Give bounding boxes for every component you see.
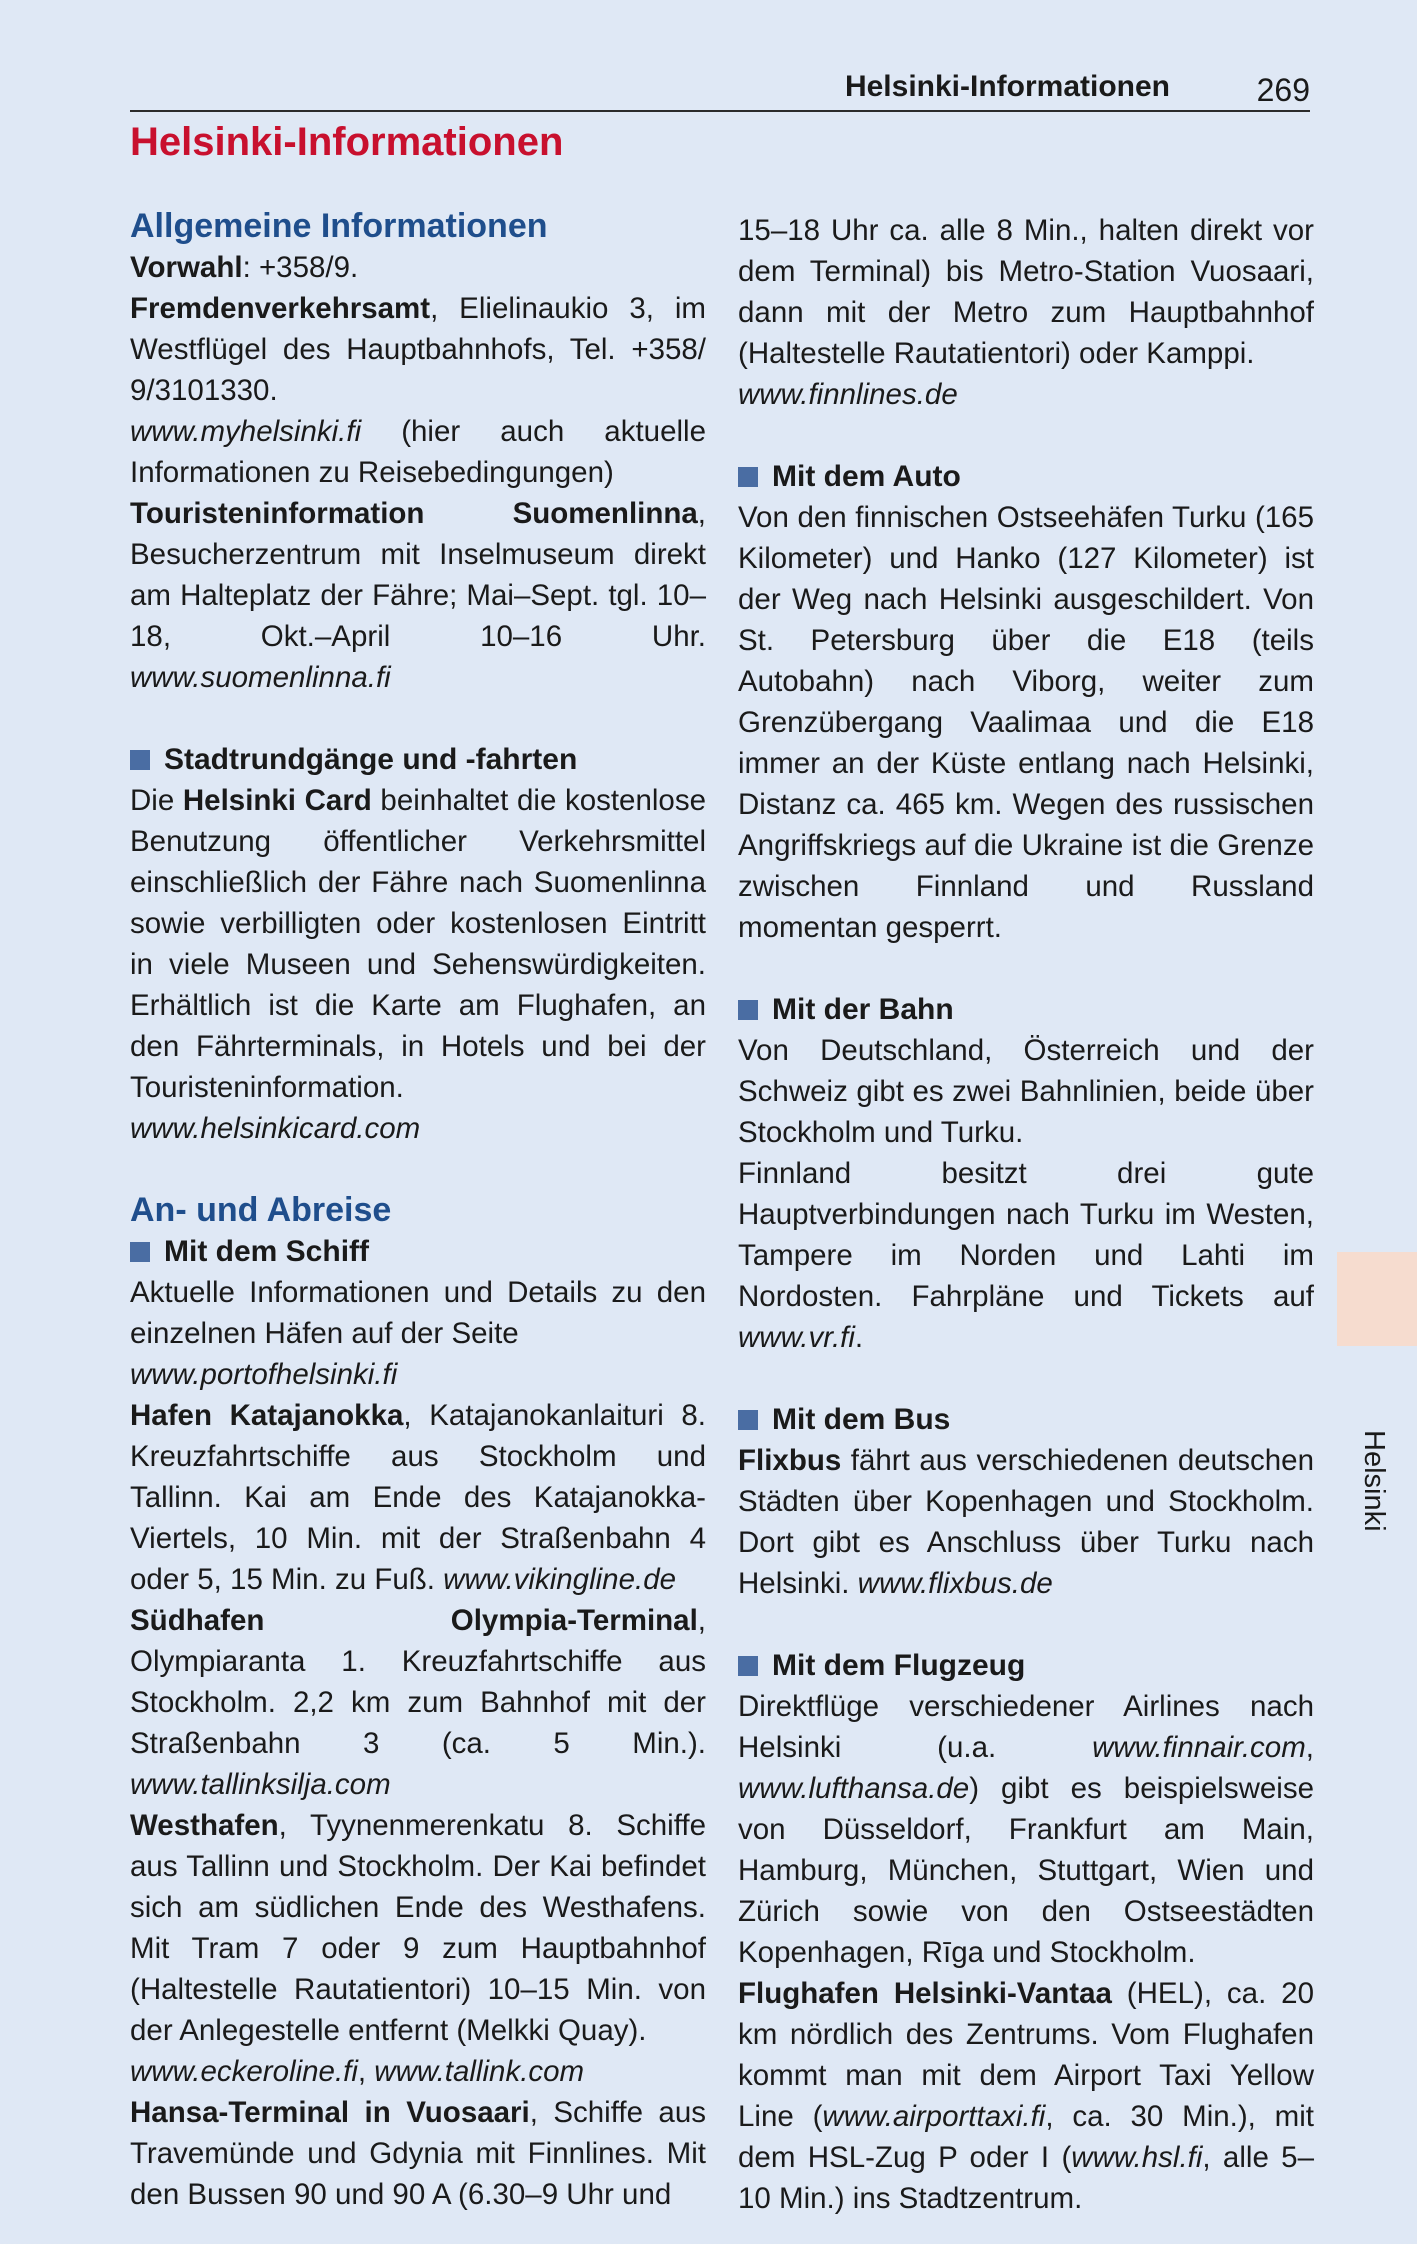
auto-text: Von den finnischen Ostseehäfen Turku (165 Kilometer) und Hanko (127 Kilometer) ist der Weg nach Helsinki ausgeschildert. Von St. Petersburg über die E18 (teils Autobahn) nach Viborg, weiter zum Grenzübergang Vaalimaa und die E18 immer an der Küste entlang nach Helsinki, Distanz ca. 465 km. Wegen des russischen Angriffskriegs auf die Ukraine ist die Grenze zwischen Finnland und Russland momentan gesperrt.: [738, 501, 1314, 944]
vantaa-text-2: , ca. 30 Min.), mit dem HSL-Zug P oder I (: [738, 2100, 1314, 2174]
katajanokka-text: , Katajanokanlaituri 8. Kreuzfahrtschiffe aus Stockholm und Tallinn. Kai am Ende des Katajanokka-Viertels, 10 Min. mit der Straßenbahn 4 oder 5, 15 Min. zu Fuß.: [130, 1399, 706, 1596]
olympia-label: Südhafen Olympia-Terminal: [130, 1604, 698, 1637]
left-column: [130, 206, 706, 2215]
bahn-paragraph-1: [738, 1030, 1314, 1153]
flug-title-text: Mit dem Flugzeug: [772, 1649, 1026, 1682]
square-bullet-icon: [738, 1410, 758, 1430]
suomenlinna-text: , Besucherzentrum mit Inselmuseum direkt am Halteplatz der Fähre; Mai–Sept. tgl. 10–18, Okt.–April 10–16 Uhr.: [130, 497, 706, 653]
flixbus-link[interactable]: www.flixbus.de: [857, 1567, 1053, 1600]
eckeroline-link[interactable]: www.eckeroline.fi: [130, 2055, 358, 2088]
card-label: Helsinki Card: [182, 784, 372, 817]
link-separator: ,: [357, 2055, 375, 2088]
bahn-text-1: Von Deutschland, Österreich und der Schweiz gibt es zwei Bahnlinien, beide über Stockholm und Turku.: [738, 1034, 1314, 1149]
subsection-title-tours: [130, 739, 706, 780]
square-bullet-icon: [738, 1000, 758, 1020]
subsection-title-bus: [738, 1399, 1314, 1440]
myhelsinki-text: (hier auch aktuelle Informationen zu Reisebedingungen): [130, 415, 706, 489]
card-pre: Die: [130, 784, 183, 817]
vantaa-label: Flughafen Helsinki-Vantaa: [738, 1977, 1112, 2010]
subsection-title-ship: [130, 1231, 706, 1272]
westhafen-links-paragraph: [130, 2051, 706, 2092]
tallink-link[interactable]: www.tallink.com: [374, 2055, 585, 2088]
olympia-paragraph: [130, 1600, 706, 1805]
link-separator: ,: [1305, 1731, 1314, 1764]
bus-title-text: Mit dem Bus: [772, 1403, 951, 1436]
vantaa-paragraph: [738, 1973, 1314, 2219]
square-bullet-icon: [738, 1656, 758, 1676]
card-link-paragraph: [130, 1108, 706, 1149]
finnlines-link[interactable]: www.finnlines.de: [738, 378, 958, 411]
bahn-end: .: [854, 1321, 864, 1354]
auto-paragraph: [738, 497, 1314, 948]
ship-title-text: Mit dem Schiff: [164, 1235, 370, 1268]
ship-text: Aktuelle Informationen und Details zu den einzelnen Häfen auf der Seite: [130, 1276, 706, 1350]
section-title-travel: An- und Abreise: [130, 1191, 392, 1229]
portofhelsinki-link[interactable]: www.portofhelsinki.fi: [130, 1358, 398, 1391]
katajanokka-paragraph: [130, 1395, 706, 1600]
westhafen-label: Westhafen: [130, 1809, 279, 1842]
vr-link[interactable]: www.vr.fi: [738, 1321, 855, 1354]
hansa-continued-paragraph: [738, 210, 1314, 374]
bus-text: fährt aus verschiedenen deutschen Städten über Kopenhagen und Stockholm. Dort gibt es Anschluss über Turku nach Helsinki.: [738, 1444, 1314, 1600]
fva-paragraph: [130, 288, 706, 411]
flug-paragraph: [738, 1686, 1314, 1973]
right-column: [738, 210, 1314, 2219]
myhelsinki-link[interactable]: www.myhelsinki.fi: [130, 415, 362, 448]
westhafen-paragraph: [130, 1805, 706, 2051]
fva-text: , Elielinaukio 3, im Westflügel des Hauptbahnhofs, Tel. +358/ 9/3101330.: [130, 292, 706, 407]
vorwahl-paragraph: [130, 247, 706, 288]
vorwahl-label: Vorwahl: [130, 251, 243, 284]
port-link-paragraph: [130, 1354, 706, 1395]
square-bullet-icon: [738, 467, 758, 487]
vantaa-text-3: , alle 5–10 Min.) ins Stadtzentrum.: [738, 2141, 1314, 2215]
suomenlinna-label: Touristeninformation Suomenlinna: [130, 497, 698, 530]
finnair-link[interactable]: www.finnair.com: [1092, 1731, 1306, 1764]
finnlines-link-paragraph: [738, 374, 1314, 415]
vorwahl-text: : +358/9.: [242, 251, 359, 284]
subsection-title-auto: [738, 456, 1314, 497]
bus-paragraph: [738, 1440, 1314, 1604]
tours-title-text: Stadtrundgänge und -fahrten: [164, 743, 578, 776]
helsinki-card-paragraph: [130, 780, 706, 1108]
lufthansa-link[interactable]: www.lufthansa.de: [738, 1772, 970, 1805]
running-title: Helsinki-Informationen: [844, 70, 1170, 103]
westhafen-text: , Tyynenmerenkatu 8. Schiffe aus Tallinn und Stockholm. Der Kai befindet sich am südlichen Ende des Westhafens. Mit Tram 7 oder 9 zum Hauptbahnhof (Haltestelle Rautatientori) 10–15 Min. von der Anlegestelle entfernt (Melkki Quay).: [130, 1809, 706, 2047]
bahn-text-2: Finnland besitzt drei gute Hauptverbindungen nach Turku im Westen, Tampere im Norden und Lahti im Nordosten. Fahrpläne und Tickets auf: [738, 1157, 1314, 1313]
hansa-text: , Schiffe aus Travemünde und Gdynia mit Finnlines. Mit den Bussen 90 und 90 A (6.30–9 Uhr und: [130, 2096, 706, 2211]
running-head: [130, 66, 1310, 112]
katajanokka-label: Hafen Katajanokka: [130, 1399, 404, 1432]
vantaa-text-1: (HEL), ca. 20 km nördlich des Zentrums. Vom Flughafen kommt man mit dem Airport Taxi Yellow Line (: [738, 1977, 1314, 2133]
subsection-title-flug: [738, 1645, 1314, 1686]
olympia-text: , Olympiaranta 1. Kreuzfahrtschiffe aus Stockholm. 2,2 km zum Bahnhof mit der Straßenbahn 3 (ca. 5 Min.).: [130, 1604, 706, 1760]
bahn-paragraph-2: [738, 1153, 1314, 1358]
flixbus-label: Flixbus: [738, 1444, 842, 1477]
ship-paragraph: [130, 1272, 706, 1354]
bahn-title-text: Mit der Bahn: [772, 993, 954, 1026]
hansa-label: Hansa-Terminal in Vuosaari: [130, 2096, 530, 2129]
auto-title-text: Mit dem Auto: [772, 460, 961, 493]
side-tab-label: Helsinki: [1358, 1430, 1390, 1532]
flug-text-1: Direktflüge verschiedener Airlines nach Helsinki (u.a.: [738, 1690, 1314, 1764]
square-bullet-icon: [130, 750, 150, 770]
suomenlinna-paragraph: [130, 493, 706, 698]
myhelsinki-paragraph: [130, 411, 706, 493]
hansa-cont-text: 15–18 Uhr ca. alle 8 Min., halten direkt vor dem Terminal) bis Metro-Station Vuosaari, dann mit der Metro zum Hauptbahnhof (Haltestelle Rautatientori) oder Kamppi.: [738, 214, 1314, 370]
page-title: Helsinki-Informationen: [130, 120, 564, 164]
helsinkicard-link[interactable]: www.helsinkicard.com: [130, 1112, 421, 1145]
tallinksilja-link[interactable]: www.tallinksilja.com: [130, 1768, 391, 1801]
page-number: 269: [1256, 72, 1310, 108]
vikingline-link[interactable]: www.vikingline.de: [443, 1563, 677, 1596]
hansa-paragraph: [130, 2092, 706, 2215]
fva-label: Fremdenverkehrsamt: [130, 292, 431, 325]
card-text: beinhaltet die kostenlose Benutzung öffentlicher Verkehrsmittel einschließlich der Fähre nach Suomenlinna sowie verbilligten oder kostenlosen Eintritt in viele Museen und Sehenswürdigkeiten. Erhältlich ist die Karte am Flughafen, an den Fährterminals, in Hotels und bei der Touristeninformation.: [130, 784, 706, 1104]
flug-text-2: ) gibt es beispielsweise von Düsseldorf, Frankfurt am Main, Hamburg, München, Stuttgart, Wien und Zürich sowie von den Ostseestädten Kopenhagen, Rīga und Stockholm.: [738, 1772, 1314, 1969]
square-bullet-icon: [130, 1242, 150, 1262]
suomenlinna-link[interactable]: www.suomenlinna.fi: [130, 661, 391, 694]
section-title-general: Allgemeine Informationen: [130, 207, 548, 245]
airporttaxi-link[interactable]: www.airporttaxi.fi: [822, 2100, 1046, 2133]
side-tab-marker: [1337, 1252, 1417, 1346]
hsl-link[interactable]: www.hsl.fi: [1071, 2141, 1203, 2174]
subsection-title-bahn: [738, 989, 1314, 1030]
